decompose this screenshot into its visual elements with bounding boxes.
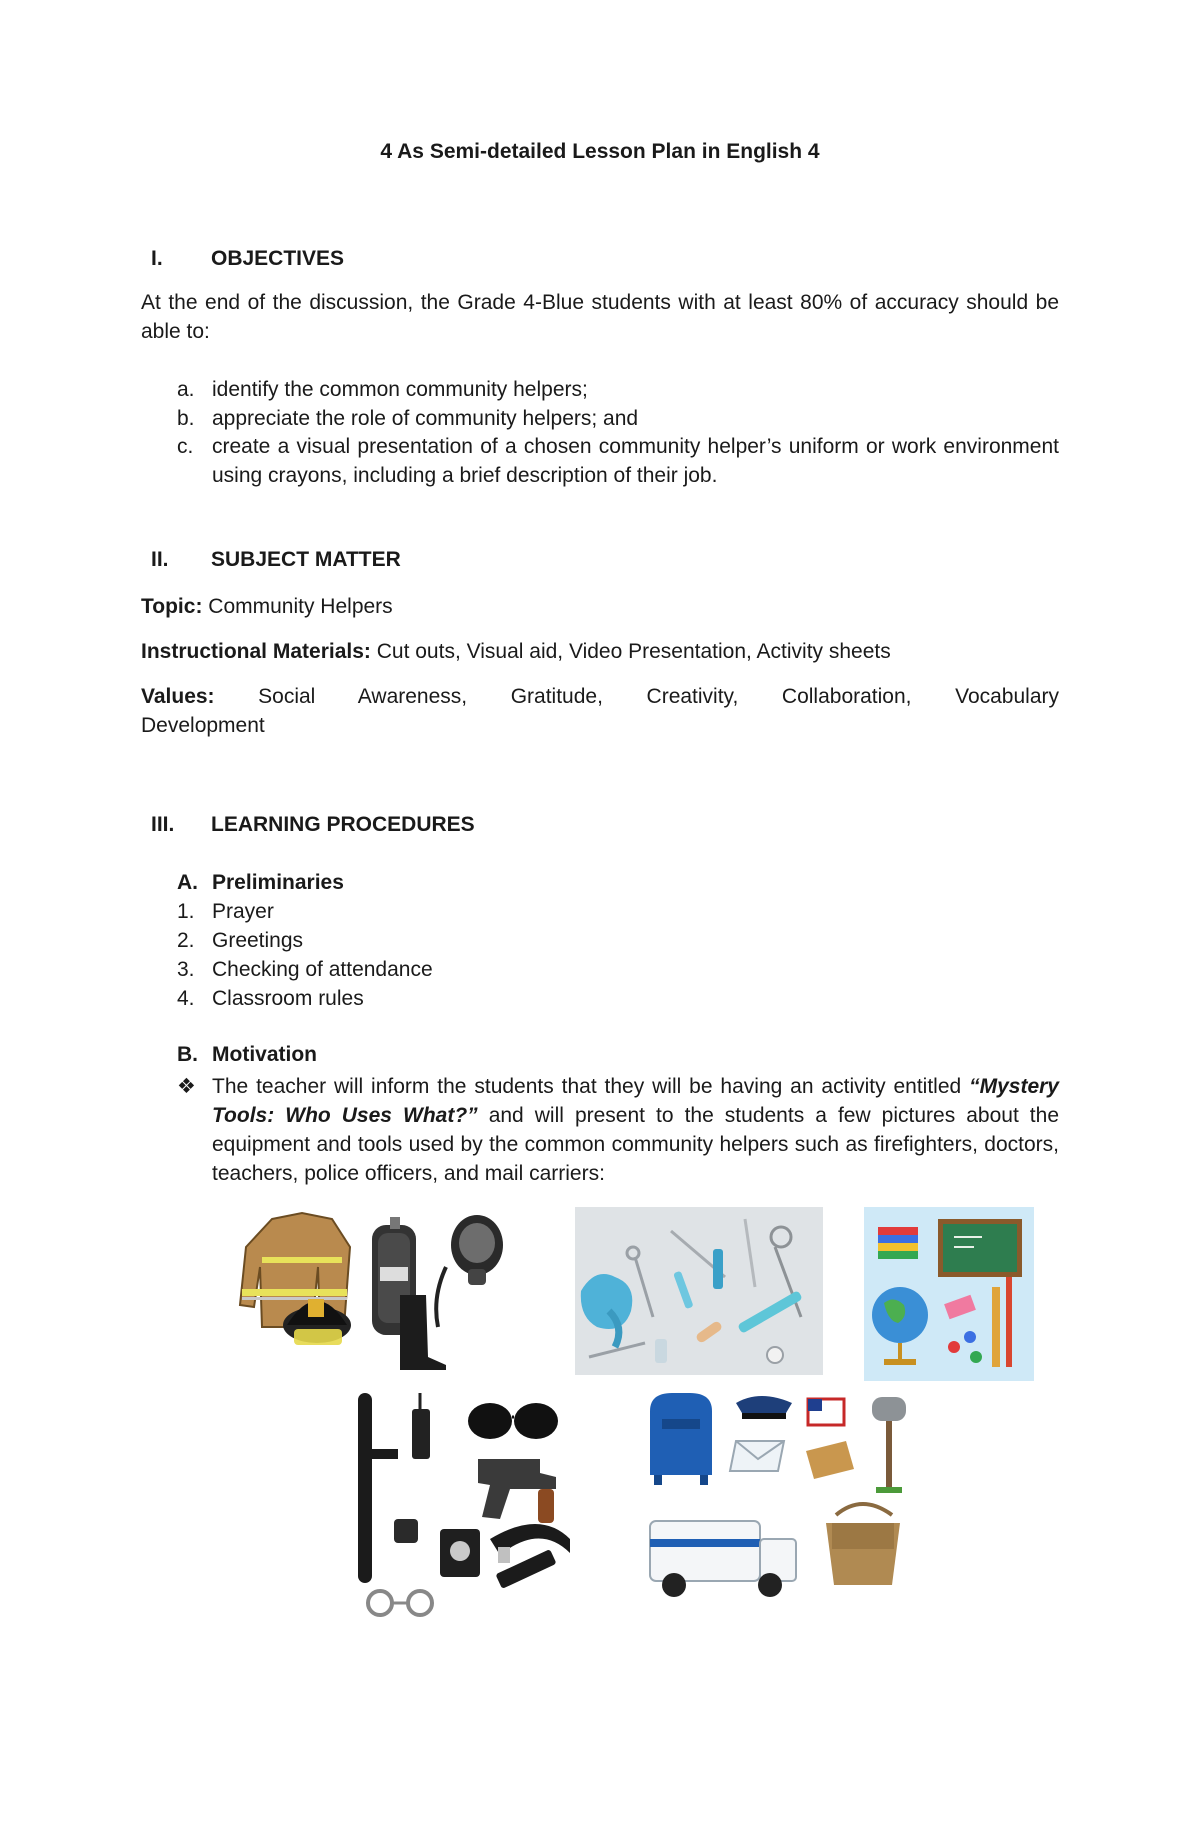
- objective-marker: c.: [177, 435, 194, 458]
- motivation-text-before: The teacher will inform the students that they will be having an activity entitled: [212, 1075, 970, 1098]
- preliminaries-title: Preliminaries: [212, 871, 344, 894]
- preliminary-item: [177, 926, 1059, 955]
- preliminary-marker: 4.: [177, 987, 195, 1010]
- materials-label: Instructional Materials:: [141, 640, 371, 663]
- preliminary-item: [177, 984, 1059, 1013]
- objective-text: identify the common community helpers;: [212, 378, 588, 401]
- subject-matter-heading: [151, 548, 401, 572]
- motivation-text-after: and will present to the students a few pictures about the equipment and tools used by the common community helpers such as firefighters, doctors, teachers, police officers, and mail carriers:: [212, 1104, 1060, 1185]
- objective-marker: a.: [177, 378, 195, 401]
- motivation-heading: [177, 1043, 317, 1067]
- topic-value: Community Helpers: [208, 595, 393, 618]
- document-title: 4 As Semi-detailed Lesson Plan in English 4: [380, 140, 820, 163]
- medical-tools-image: [575, 1207, 823, 1375]
- preliminaries-marker: A.: [177, 871, 198, 894]
- teacher-tools-image: [864, 1207, 1034, 1381]
- activity-title: “Mystery Tools: Who Uses What?”: [212, 1075, 1059, 1127]
- preliminary-text: Classroom rules: [212, 987, 364, 1010]
- topic-line: [141, 592, 1059, 621]
- motivation-title: Motivation: [212, 1043, 317, 1066]
- firefighter-equipment-image: [232, 1207, 532, 1370]
- preliminary-item: [177, 897, 1059, 926]
- values-line: [141, 682, 1059, 711]
- preliminary-text: Prayer: [212, 900, 274, 923]
- objectives-title: OBJECTIVES: [211, 247, 345, 270]
- materials-line: [141, 637, 1059, 666]
- procedures-title: LEARNING PROCEDURES: [211, 813, 475, 836]
- values-value: Social Awareness, Gratitude, Creativity, Collaboration, Vocabulary: [258, 685, 1059, 708]
- values-continuation: Development: [141, 714, 265, 737]
- objectives-intro: At the end of the discussion, the Grade 4-Blue students with at least 80% of accuracy should be able to:: [141, 291, 1059, 343]
- preliminary-marker: 1.: [177, 900, 195, 923]
- preliminary-text: Checking of attendance: [212, 958, 433, 981]
- procedures-heading: [151, 813, 475, 837]
- preliminary-marker: 3.: [177, 958, 195, 981]
- objective-item: [177, 432, 1059, 490]
- objective-text: create a visual presentation of a chosen community helper’s uniform or work environment using crayons, including a brief description of their job.: [212, 435, 1059, 487]
- mail-carrier-tools-image: [646, 1389, 922, 1621]
- preliminaries-heading: [177, 871, 344, 895]
- subject-matter-title: SUBJECT MATTER: [211, 548, 401, 571]
- motivation-marker: B.: [177, 1043, 198, 1066]
- objective-item: [177, 404, 1059, 433]
- objective-text: appreciate the role of community helpers; and: [212, 407, 639, 430]
- subject-matter-number: II.: [151, 548, 169, 571]
- motivation-paragraph: [177, 1072, 1059, 1188]
- police-tools-image: [350, 1389, 582, 1621]
- motivation-text: [212, 1072, 1059, 1188]
- values-label: Values:: [141, 685, 215, 708]
- preliminary-marker: 2.: [177, 929, 195, 952]
- objective-item: [177, 375, 1059, 404]
- objectives-heading: [151, 247, 344, 271]
- procedures-number: III.: [151, 813, 175, 836]
- diamond-bullet-icon: ❖: [177, 1075, 196, 1098]
- preliminary-text: Greetings: [212, 929, 304, 952]
- preliminary-item: [177, 955, 1059, 984]
- topic-label: Topic:: [141, 595, 203, 618]
- objectives-number: I.: [151, 247, 163, 270]
- objective-marker: b.: [177, 407, 195, 430]
- materials-value: Cut outs, Visual aid, Video Presentation, Activity sheets: [376, 640, 891, 663]
